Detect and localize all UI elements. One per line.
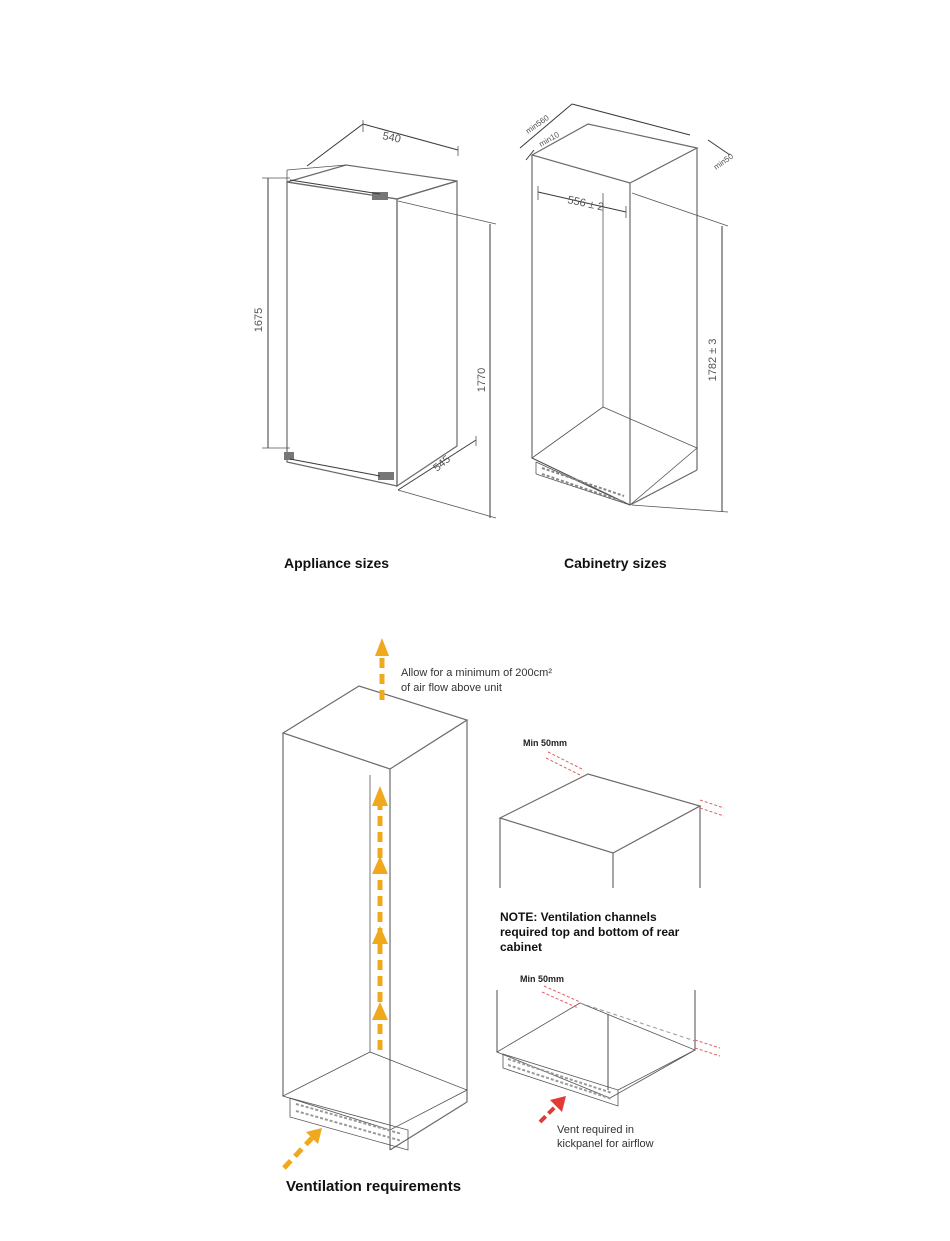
cabinetry-drawing	[520, 104, 730, 512]
vent-kick-note-line1: Vent required in	[557, 1124, 635, 1136]
vent-note-line2: required top and bottom of rear	[500, 925, 680, 939]
vent-cabinet-top	[283, 686, 467, 769]
cabinet-min-width-label: min560	[523, 113, 551, 136]
appliance-depth-label: 545	[431, 453, 453, 475]
min-bottom-gap-label: Min 50mm	[520, 974, 565, 984]
ventilation-caption: Ventilation requirements	[286, 1178, 462, 1195]
airflow-note-line1: Allow for a minimum of 200cm²	[401, 667, 552, 679]
appliance-drawing	[262, 120, 496, 518]
min-top-gap-label: Min 50mm	[523, 738, 568, 748]
vent-detail-top	[500, 752, 724, 888]
cabinet-height-label: 1782 ± 3	[707, 338, 719, 382]
cabinet-right-gap-label: min50	[711, 151, 736, 172]
appliance-caption: Appliance sizes	[284, 555, 390, 571]
bottom-hinge	[378, 472, 394, 480]
cabinet-min-small-label: min10	[537, 130, 561, 149]
appliance-door-height-label: 1675	[253, 307, 265, 333]
cabinet-kick-vent	[536, 462, 630, 505]
vent-note-line3: cabinet	[500, 940, 543, 954]
vent-kick-note-line2: kickpanel for airflow	[557, 1138, 654, 1150]
vent-detail-bottom	[497, 986, 720, 1122]
appliance-side	[397, 181, 457, 486]
airflow-note-line2: of air flow above unit	[401, 682, 502, 694]
appliance-width-label: 540	[381, 130, 402, 146]
ventilation-cabinet-drawing	[283, 638, 467, 1168]
vent-note-line1: NOTE: Ventilation channels	[500, 910, 657, 924]
detail-top-cabinet	[500, 774, 700, 853]
appliance-front	[287, 182, 397, 486]
cabinetry-caption: Cabinetry sizes	[564, 555, 667, 571]
cabinet-inner-width-label: 556 ± 2	[566, 194, 605, 214]
appliance-total-height-label: 1770	[476, 367, 488, 393]
